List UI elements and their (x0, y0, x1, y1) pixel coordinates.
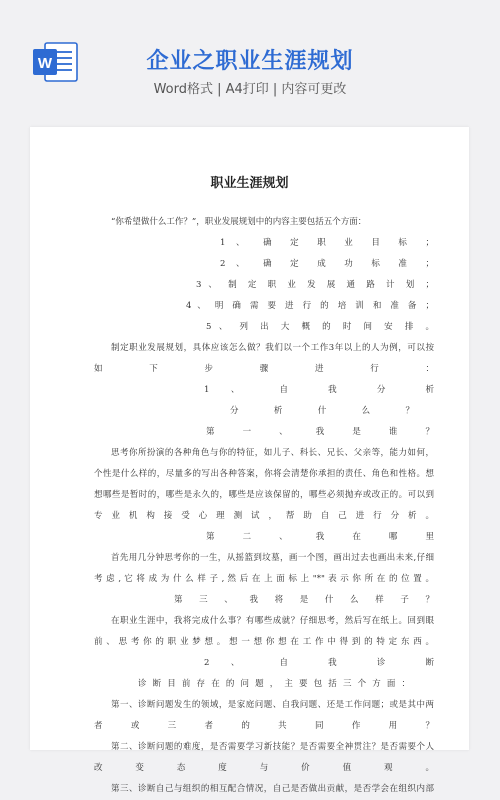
doc-line: 个性是什么样的，尽量多的写出各种答案，你将会清楚你承担的责任、角色和性格。想 (94, 469, 434, 479)
doc-line: 2 、 确 定 成 功 标 准 ； (220, 259, 434, 269)
doc-line: 1 、 自 我 分 析 (204, 385, 434, 395)
doc-line: 第三、诊断自己与组织的相互配合情况，自己是否做出贡献，是否学会在组织内部 (111, 784, 434, 794)
doc-line: 3 、 制 定 职 业 发 展 通 路 计 划 ； (196, 280, 434, 290)
doc-line: 1 、 确 定 职 业 目 标 ； (220, 238, 434, 248)
doc-line: 思考你所扮演的各种角色与你的特征，如儿子、科长、兄长、父亲等，能力如何， (111, 448, 434, 458)
doc-line: 考 虑 , 它 将 成 为 什 么 样 子 , 然 后 在 上 面 标 上 "*" 表 示 你 所 在 的 位 置 。 (94, 574, 434, 584)
doc-line: 4 、 明 确 需 要 进 行 的 培 训 和 准 备 ； (186, 301, 434, 311)
doc-line: 前 、 思 考 你 的 职 业 梦 想 。 想 一 想 你 想 在 工 作 中 得 到 的 特 定 东 西 。 (94, 637, 434, 647)
doc-line: 5 、 列 出 大 概 的 时 间 安 排 。 (206, 322, 434, 332)
doc-line: 改 变 态 度 与 价 值 观 。 (94, 763, 434, 773)
doc-line: “你希望做什么工作？”，职业发展规划中的内容主要包括五个方面： (111, 217, 367, 227)
doc-line: 2 、 自 我 诊 断 (204, 658, 434, 668)
doc-line: 专 业 机 构 接 受 心 理 测 试 ， 帮 助 自 己 进 行 分 析 。 (94, 511, 434, 521)
doc-line: 首先用几分钟思考你的一生，从摇篮到坟墓，画一个图，画出过去也画出未来,仔细 (111, 553, 434, 563)
doc-line: 第 二 、 我 在 哪 里 (206, 532, 434, 542)
doc-line: 如 下 步 骤 进 行 ： (94, 364, 434, 374)
page-title: 企业之职业生涯规划 (146, 49, 354, 74)
document-page (30, 127, 469, 794)
doc-line: 第 一 、 我 是 谁 ？ (206, 427, 434, 437)
doc-line: 在职业生涯中，我将完成什么事？有哪些成就？仔细思考，然后写在纸上。回到眼 (111, 616, 434, 626)
header (0, 0, 500, 118)
doc-line: 制定职业发展规划，具体应该怎么做？我们以一个工作3年以上的人为例，可以按 (111, 343, 434, 353)
doc-line: 诊 断 目 前 存 在 的 问 题 ， 主 要 包 括 三 个 方 面 ： (138, 679, 410, 689)
svg-text:W: W (37, 55, 53, 72)
doc-line: 第二、诊断问题的难度，是否需要学习新技能？是否需要全神贯注？是否需要个人 (111, 742, 434, 752)
doc-line: 第 三 、 我 将 是 什 么 样 子 ？ (174, 595, 434, 605)
doc-line: 分 析 什 么 ？ (230, 406, 414, 416)
page-subtitle: Word格式 | A4打印 | 内容可更改 (153, 82, 347, 97)
doc-line: 想哪些是暂时的，哪些是永久的，哪些是应该保留的，哪些必须抛弃或改正的。可以到 (94, 490, 434, 500)
document-body (94, 212, 434, 800)
doc-line: 者 或 三 者 的 共 同 作 用 ？ (94, 721, 434, 731)
document-title: 职业生涯规划 (210, 176, 289, 191)
doc-line: 第一、诊断问题发生的领域，是家庭问题、自我问题、还是工作问题；或是其中两 (111, 700, 434, 710)
